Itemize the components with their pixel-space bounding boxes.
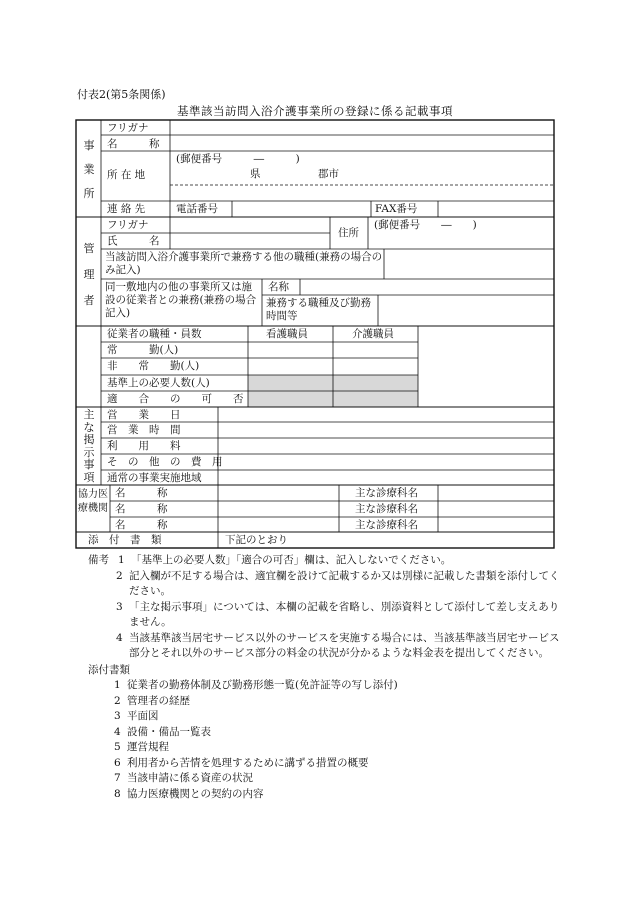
- jigyosho-pref: 県: [250, 168, 261, 180]
- kanrisha-kenmu-other-label: 同一敷地内の他の事業所又は施設の従業者との兼務(兼務の場合記入): [105, 281, 257, 319]
- kyoryoku-name-label-1: 名 称: [115, 487, 168, 499]
- note-item: 備考 1 「基準上の必要人数」「適合の可否」欄は、記入しないでください。: [88, 554, 452, 566]
- kanrisha-other-duty-label: 兼務する職種及び勤務時間等: [266, 297, 371, 322]
- note-item: 2 記入欄が不足する場合は、適宜欄を設けて記載するか又は別様に記載した書類を添付してください。: [116, 569, 560, 597]
- kyoryoku-name-label-3: 名 称: [115, 519, 168, 531]
- jigyosho-side-label: 事 業 所: [83, 139, 95, 200]
- jigyosho-city: 郡市: [318, 168, 339, 180]
- staff-col-care: 介護職員: [352, 328, 394, 340]
- attachment-item: 5 運営規程: [114, 741, 169, 753]
- note-item: 4 当該基準該当居宅サービス以外のサービスを実施する場合には、当該基準該当居宅サービス部分とそれ以外のサービス部分の料金の状況が分かるような料金表を提出してください。: [116, 631, 560, 659]
- kanrisha-other-name-label: 名称: [268, 281, 289, 293]
- staff-row-compliance: 適 合 の 可 否: [107, 393, 244, 405]
- kyoryoku-name-label-2: 名 称: [115, 503, 168, 515]
- attachment-item: 4 設備・備品一覧表: [114, 725, 211, 738]
- jigyosho-postal: (郵便番号 ― ): [176, 153, 300, 165]
- keiji-row-fee: 利 用 料: [107, 440, 181, 452]
- attachment-item: 1 従業者の勤務体制及び勤務形態一覧(免許証等の写し添付): [114, 679, 398, 691]
- kanrisha-postal: (郵便番号 ― ): [374, 219, 477, 231]
- tenpu-row-value: 下記のとおり: [225, 534, 288, 546]
- keiji-row-other-cost: そ の 他 の 費 用: [107, 456, 223, 468]
- attachment-item: 6 利用者から苦情を処理するために講ずる措置の概要: [114, 756, 369, 769]
- note-item: 3 「主な掲示事項」については、本欄の記載を省略し、別添資料として添付して差し支えありません。: [116, 600, 560, 628]
- keiji-row-area: 通常の事業実施地域: [107, 472, 202, 484]
- jigyosho-phone-label: 電話番号: [176, 203, 218, 215]
- staff-row-fulltime: 常 勤(人): [107, 344, 179, 356]
- keiji-row-business-hours: 営 業 時 間: [107, 424, 181, 436]
- staff-col-nurse: 看護職員: [266, 328, 308, 340]
- kyoryoku-dept-label-3: 主な診療科名: [355, 519, 418, 531]
- attachment-item: 8 協力医療機関との契約の内容: [114, 787, 264, 800]
- form-tag: 付表2(第5条関係): [77, 88, 166, 101]
- staff-header: 従業者の職種・員数: [107, 328, 202, 340]
- tenpu-row-label: 添 付 書 類: [88, 534, 162, 546]
- kanrisha-name-label: 氏 名: [107, 235, 160, 247]
- kyoryoku-dept-label-1: 主な診療科名: [355, 487, 418, 499]
- keiji-row-business-days: 営 業 日: [107, 409, 181, 421]
- jigyosho-fax-label: FAX番号: [375, 203, 418, 215]
- kanrisha-kenmu-same-label: 当該訪問入浴介護事業所で兼務する他の職種(兼務の場合のみ記入): [105, 251, 383, 276]
- attachment-item: 2 管理者の経歴: [114, 694, 190, 707]
- jigyosho-name-label: 名 称: [107, 138, 160, 150]
- staff-row-parttime: 非 常 勤(人): [107, 360, 200, 372]
- attachment-item: 3 平面図: [114, 710, 159, 722]
- kanrisha-address-label: 住所: [338, 227, 359, 239]
- kanrisha-side-label: 管 理 者: [83, 242, 95, 307]
- jigyosho-address-label: 所 在 地: [107, 169, 146, 181]
- kanrisha-furigana-label: フリガナ: [107, 219, 149, 231]
- kyoryoku-dept-label-2: 主な診療科名: [355, 503, 418, 515]
- kyoryoku-side-label: 協力医療機関: [78, 489, 108, 514]
- keiji-side-label: 主 な 掲 示 事 項: [83, 408, 95, 484]
- attachments-title: 添付書類: [88, 663, 130, 676]
- jigyosho-furigana-label: フリガナ: [107, 122, 149, 134]
- jigyosho-contact-label: 連 絡 先: [107, 203, 146, 215]
- attachment-item: 7 当該申請に係る資産の状況: [114, 772, 253, 784]
- staff-row-required: 基準上の必要人数(人): [107, 377, 210, 389]
- notes-block: [88, 553, 568, 802]
- page-title: 基準該当訪問入浴介護事業所の登録に係る記載事項: [177, 104, 453, 118]
